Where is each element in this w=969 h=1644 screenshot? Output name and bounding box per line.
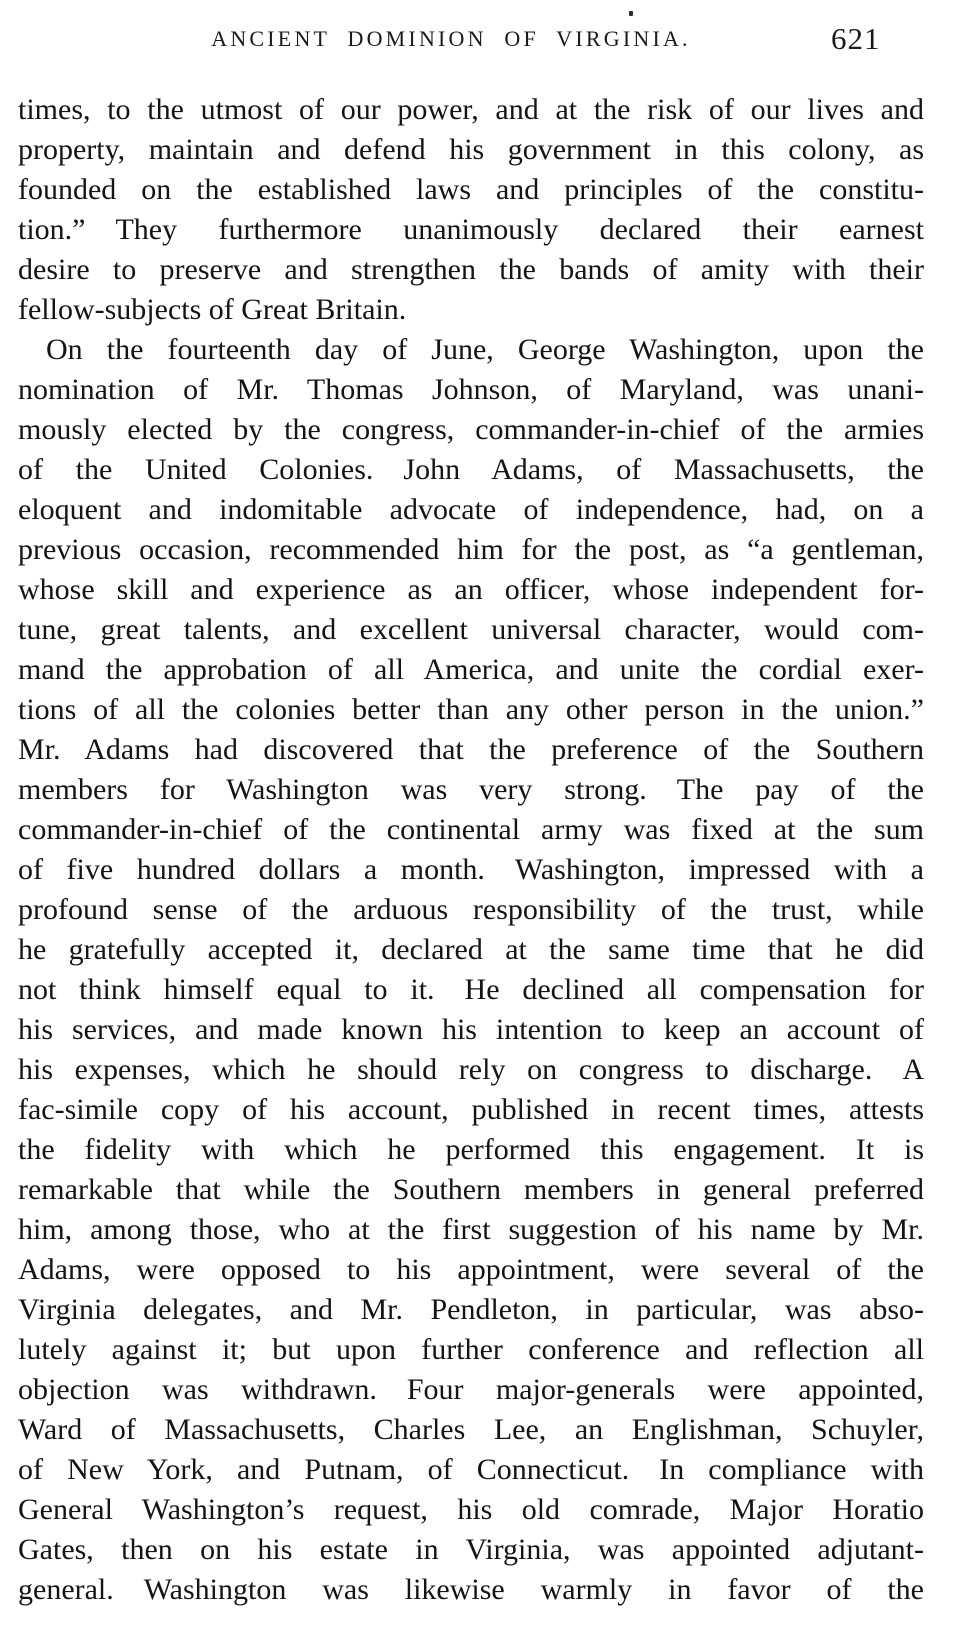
text-line: profound sense of the arduous responsibility of the trust, while	[18, 893, 924, 926]
text-line: previous occasion, recommended him for the post, as “a gentleman,	[18, 533, 924, 566]
text-line: tion.” They furthermore unanimously declared their earnest	[18, 213, 924, 246]
text-line: Mr. Adams had discovered that the preference of the Southern	[18, 733, 924, 766]
body-text	[18, 90, 924, 1610]
text-line: Virginia delegates, and Mr. Pendleton, in particular, was abso-	[18, 1293, 924, 1326]
text-line: members for Washington was very strong. The pay of the	[18, 773, 924, 806]
text-line: his expenses, which he should rely on congress to discharge. A	[18, 1053, 924, 1086]
page-number: 621	[831, 21, 881, 56]
text-line: founded on the established laws and principles of the constitu-	[18, 173, 924, 206]
text-line: General Washington’s request, his old comrade, Major Horatio	[18, 1493, 924, 1526]
text-line: property, maintain and defend his government in this colony, as	[18, 133, 924, 166]
text-line: of the United Colonies. John Adams, of Massachusetts, the	[18, 453, 924, 486]
text-line: his services, and made known his intention to keep an account of	[18, 1013, 924, 1046]
text-line: fac-simile copy of his account, published in recent times, attests	[18, 1093, 924, 1126]
text-line: of New York, and Putnam, of Connecticut. In compliance with	[18, 1453, 924, 1486]
text-line: times, to the utmost of our power, and at the risk of our lives and	[18, 93, 924, 126]
text-line: of five hundred dollars a month. Washington, impressed with a	[18, 853, 924, 886]
text-line: tune, great talents, and excellent universal character, would com-	[18, 613, 924, 646]
text-line: him, among those, who at the first suggestion of his name by Mr.	[18, 1213, 924, 1246]
scan-artifact-dot	[629, 11, 633, 16]
text-line: Adams, were opposed to his appointment, were several of the	[18, 1253, 924, 1286]
text-line: eloquent and indomitable advocate of independence, had, on a	[18, 493, 924, 526]
text-line: lutely against it; but upon further conference and reflection all	[18, 1333, 924, 1366]
running-header-title: ANCIENT DOMINION OF VIRGINIA.	[211, 26, 691, 51]
text-line: he gratefully accepted it, declared at the same time that he did	[18, 933, 924, 966]
text-line: mously elected by the congress, commander-in-chief of the armies	[18, 413, 924, 446]
text-line: the fidelity with which he performed this engagement. It is	[18, 1133, 924, 1166]
text-line: commander-in-chief of the continental army was fixed at the sum	[18, 813, 924, 846]
text-line: On the fourteenth day of June, George Washington, upon the	[46, 333, 924, 366]
text-line: remarkable that while the Southern members in general preferred	[18, 1173, 924, 1206]
text-line: not think himself equal to it. He declined all compensation for	[18, 973, 924, 1006]
text-line: Gates, then on his estate in Virginia, was appointed adjutant-	[18, 1533, 924, 1566]
text-line: whose skill and experience as an officer, whose independent for-	[18, 573, 924, 606]
text-line: desire to preserve and strengthen the bands of amity with their	[18, 253, 924, 286]
text-line: tions of all the colonies better than any other person in the union.”	[18, 693, 924, 726]
text-line: nomination of Mr. Thomas Johnson, of Maryland, was unani-	[18, 373, 924, 406]
text-line: Ward of Massachusetts, Charles Lee, an Englishman, Schuyler,	[18, 1413, 924, 1446]
text-line: objection was withdrawn. Four major-generals were appointed,	[18, 1373, 924, 1406]
text-line: fellow-subjects of Great Britain.	[18, 293, 407, 326]
text-line: general. Washington was likewise warmly in favor of the	[18, 1573, 924, 1606]
text-line: mand the approbation of all America, and unite the cordial exer-	[18, 653, 924, 686]
